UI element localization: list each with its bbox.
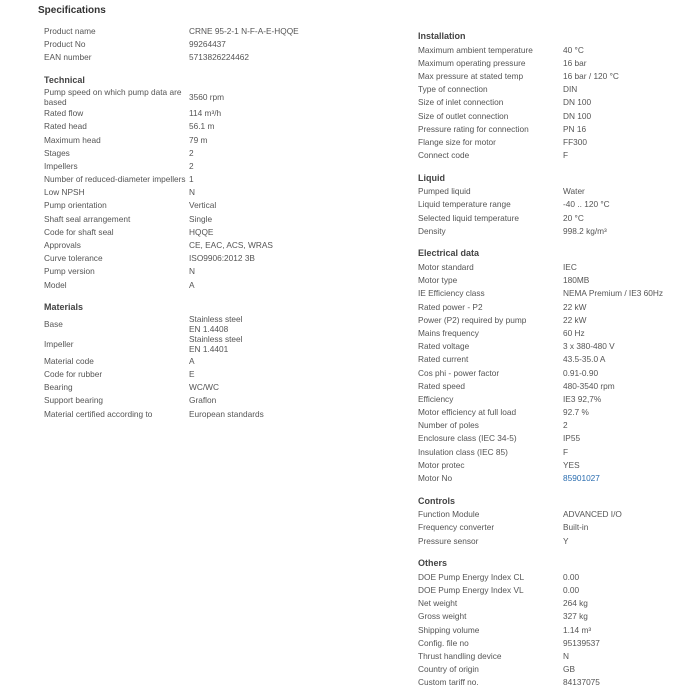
spec-value: 2 [563, 420, 568, 431]
spec-label: Curve tolerance [44, 253, 103, 264]
spec-value: 5713826224462 [189, 51, 249, 62]
spec-value: DN 100 [563, 97, 592, 108]
spec-row-shipping-volume [418, 623, 688, 636]
spec-row-curve-tolerance [44, 252, 374, 265]
spec-row-pressure-rating-for-connection [418, 122, 688, 135]
spec-value: Single [189, 213, 213, 224]
spec-row-maximum-ambient-temperature [418, 43, 688, 56]
spec-label: Pump orientation [44, 200, 107, 211]
spec-row-rated-head [44, 120, 374, 133]
spec-value: 56.1 m [189, 121, 215, 132]
spec-value: F [563, 446, 569, 457]
spec-row-power-p2-required-by-pump [418, 313, 688, 326]
spec-label: Model [44, 279, 67, 290]
spec-row-low-npsh [44, 186, 374, 199]
spec-row-stages [44, 146, 374, 159]
spec-row-motor-standard [418, 260, 688, 273]
spec-label: Max pressure at stated temp [418, 70, 524, 81]
spec-row-type-of-connection [418, 83, 688, 96]
spec-label: Rated voltage [418, 341, 470, 352]
spec-label: Rated power - P2 [418, 301, 483, 312]
spec-value: 79 m [189, 134, 208, 145]
spec-value: Built-in [563, 522, 589, 533]
spec-label: Liquid temperature range [418, 199, 511, 210]
spec-value: IE3 92,7% [563, 393, 602, 404]
spec-row-number-of-reduced-diameter-impellers [44, 173, 374, 186]
spec-row-ie-efficiency-class [418, 287, 688, 300]
right-column [418, 24, 688, 699]
spec-value: 40 °C [563, 44, 584, 55]
spec-value: IEC [563, 262, 577, 273]
spec-row-rated-current [418, 353, 688, 366]
spec-label: Material certified according to [44, 408, 153, 419]
spec-value: ADVANCED I/O [563, 509, 622, 520]
spec-label: IE Efficiency class [418, 288, 485, 299]
spec-label: Custom tariff no. [418, 677, 479, 688]
spec-value: 180MB [563, 275, 590, 286]
spec-label: DOE Pump Energy Index CL [418, 571, 525, 582]
spec-value: YES [563, 459, 580, 470]
spec-row-material-code [44, 354, 374, 367]
spec-label: Number of reduced-diameter impellers [44, 174, 186, 185]
section-technical [44, 74, 374, 292]
spec-label: Low NPSH [44, 187, 85, 198]
spec-label: Function Module [418, 509, 480, 520]
spec-value: Vertical [189, 200, 217, 211]
spec-value: 480-3540 rpm [563, 380, 615, 391]
spec-row-motor-type [418, 274, 688, 287]
section-materials [44, 301, 374, 420]
spec-row-impellers [44, 159, 374, 172]
spec-row-gross-weight [418, 610, 688, 623]
spec-row-number-of-poles [418, 419, 688, 432]
spec-label: Frequency converter [418, 522, 495, 533]
spec-label: Shipping volume [418, 624, 480, 635]
spec-row-liquid-temperature-range [418, 198, 688, 211]
spec-value: PN 16 [563, 123, 587, 134]
spec-label: Insulation class (IEC 85) [418, 446, 508, 457]
spec-value: 114 m³/h [189, 108, 222, 119]
spec-value: 0.91-0.90 [563, 367, 599, 378]
spec-value: F [563, 150, 569, 161]
spec-row-pump-version [44, 265, 374, 278]
spec-value: 99264437 [189, 38, 226, 49]
spec-row-config-file-no [418, 636, 688, 649]
spec-value: 0.00 [563, 571, 580, 582]
spec-value: FF300 [563, 136, 587, 147]
spec-value: 264 kg [563, 598, 588, 609]
spec-value: IP55 [563, 433, 581, 444]
spec-row-function-module [418, 508, 688, 521]
spec-row-insulation-class-iec-85 [418, 445, 688, 458]
spec-row-product-no [44, 37, 374, 50]
spec-row-selected-liquid-temperature [418, 211, 688, 224]
spec-value: 84137075 [563, 677, 600, 688]
spec-value: HQQE [189, 226, 214, 237]
spec-row-connect-code [418, 149, 688, 162]
spec-row-density [418, 224, 688, 237]
spec-value: 3560 rpm [189, 91, 225, 102]
spec-label: Size of inlet connection [418, 97, 504, 108]
spec-value: Stainless steel EN 1.4408 [189, 314, 243, 335]
spec-value: N [189, 187, 195, 198]
spec-label: Bearing [44, 382, 73, 393]
spec-value: N [189, 266, 195, 277]
spec-label: Motor efficiency at full load [418, 407, 517, 418]
spec-value: ISO9906:2012 3B [189, 253, 255, 264]
spec-label: EAN number [44, 51, 92, 62]
spec-value: -40 .. 120 °C [563, 199, 610, 210]
spec-label: Number of poles [418, 420, 479, 431]
spec-value: 16 bar [563, 57, 587, 68]
page-title: Specifications [38, 5, 106, 16]
spec-row-impeller [44, 334, 374, 354]
spec-value: 2 [189, 147, 194, 158]
spec-label: Support bearing [44, 395, 104, 406]
spec-row-doe-pump-energy-index-vl [418, 583, 688, 596]
spec-row-frequency-converter [418, 521, 688, 534]
spec-row-pump-orientation [44, 199, 374, 212]
section-title: Controls [418, 495, 455, 506]
spec-row-pump-speed-on-which-pump-data-are-based [44, 87, 374, 107]
spec-row-material-certified-according-to [44, 407, 374, 420]
spec-row-shaft-seal-arrangement [44, 212, 374, 225]
spec-label: Maximum ambient temperature [418, 44, 533, 55]
spec-value: 998.2 kg/m³ [563, 225, 607, 236]
spec-label: Rated speed [418, 380, 466, 391]
spec-label: Motor protec [418, 459, 465, 470]
spec-value: CE, EAC, ACS, WRAS [189, 240, 273, 251]
section-title: Materials [44, 302, 84, 313]
spec-row-size-of-inlet-connection [418, 96, 688, 109]
spec-row-thrust-handling-device [418, 649, 688, 662]
spec-label: Flange size for motor [418, 136, 496, 147]
spec-value: 22 kW [563, 301, 587, 312]
spec-row-motor-efficiency-at-full-load [418, 406, 688, 419]
spec-row-ean-number [44, 50, 374, 63]
spec-label: Gross weight [418, 611, 467, 622]
spec-value: 1.14 m³ [563, 624, 592, 635]
spec-value: European standards [189, 408, 264, 419]
spec-label: Pressure rating for connection [418, 123, 529, 134]
spec-value: 60 Hz [563, 327, 585, 338]
spec-label: Product name [44, 25, 96, 36]
spec-row-custom-tariff-no [418, 676, 688, 689]
spec-value: NEMA Premium / IE3 60Hz [563, 288, 664, 299]
spec-label: Pumped liquid [418, 186, 471, 197]
spec-label: DOE Pump Energy Index VL [418, 584, 524, 595]
spec-row-approvals [44, 238, 374, 251]
spec-label: Code for shaft seal [44, 226, 114, 237]
spec-row-pressure-sensor [418, 534, 688, 547]
spec-row-efficiency [418, 392, 688, 405]
left-column [44, 24, 374, 430]
spec-label: Motor type [418, 275, 458, 286]
spec-label: Pump speed on which pump data are based [44, 86, 182, 107]
section-title: Technical [44, 74, 85, 85]
spec-value: 43.5-35.0 A [563, 354, 606, 365]
section-title: Electrical data [418, 248, 480, 259]
spec-value: 1 [189, 174, 194, 185]
spec-row-code-for-rubber [44, 367, 374, 380]
spec-row-max-pressure-at-stated-temp [418, 69, 688, 82]
spec-label: Thrust handling device [418, 650, 502, 661]
section-controls [418, 495, 688, 548]
spec-label: Cos phi - power factor [418, 367, 500, 378]
spec-label: Pump version [44, 266, 95, 277]
spec-value: Graflon [189, 395, 217, 406]
spec-row-pumped-liquid [418, 185, 688, 198]
motor-number-link[interactable]: 85901027 [563, 473, 600, 484]
spec-label: Motor No [418, 473, 453, 484]
spec-label: Net weight [418, 598, 458, 609]
section-electrical-data [418, 247, 688, 484]
spec-label: Maximum head [44, 134, 101, 145]
spec-row-mains-frequency [418, 326, 688, 339]
spec-label: Country of origin [418, 664, 479, 675]
spec-label: Stages [44, 147, 70, 158]
spec-label: Motor standard [418, 262, 474, 273]
spec-row-model [44, 278, 374, 291]
section-title: Liquid [418, 172, 445, 183]
spec-value: DIN [563, 84, 578, 95]
spec-row-rated-voltage [418, 340, 688, 353]
spec-label: Approvals [44, 240, 81, 251]
spec-row-enclosure-class-iec-34-5 [418, 432, 688, 445]
spec-row-doe-pump-energy-index-cl [418, 570, 688, 583]
spec-value: Y [563, 535, 569, 546]
spec-value: Stainless steel EN 1.4401 [189, 334, 243, 355]
spec-value: WC/WC [189, 382, 219, 393]
spec-value: 327 kg [563, 611, 588, 622]
spec-value: 16 bar / 120 °C [563, 70, 619, 81]
spec-row-flange-size-for-motor [418, 135, 688, 148]
spec-row-motor-protec [418, 458, 688, 471]
section-installation [418, 30, 688, 162]
spec-row-product-name [44, 24, 374, 37]
spec-label: Pressure sensor [418, 535, 479, 546]
spec-label: Base [44, 319, 63, 330]
spec-row-rated-flow [44, 107, 374, 120]
spec-value: 3 x 380-480 V [563, 341, 615, 352]
spec-label: Impellers [44, 160, 78, 171]
section-others [418, 557, 688, 689]
spec-row-bearing [44, 381, 374, 394]
spec-label: Rated current [418, 354, 469, 365]
spec-label: Connect code [418, 150, 470, 161]
spec-value: 2 [189, 160, 194, 171]
section-general [44, 24, 374, 64]
spec-row-net-weight [418, 597, 688, 610]
spec-value: 20 °C [563, 212, 584, 223]
spec-label: Material code [44, 355, 94, 366]
spec-label: Product No [44, 38, 86, 49]
spec-value: GB [563, 664, 575, 675]
spec-label: Efficiency [418, 393, 454, 404]
spec-row-rated-power-p2 [418, 300, 688, 313]
spec-value: 0.00 [563, 584, 580, 595]
spec-label: Type of connection [418, 84, 488, 95]
section-title: Installation [418, 31, 466, 41]
spec-row-size-of-outlet-connection [418, 109, 688, 122]
spec-row-cos-phi-power-factor [418, 366, 688, 379]
spec-value: Water [563, 186, 585, 197]
spec-value: 92.7 % [563, 407, 589, 418]
spec-label: Rated flow [44, 108, 84, 119]
spec-value: 22 kW [563, 314, 587, 325]
spec-label: Density [418, 225, 446, 236]
spec-value: 95139537 [563, 637, 600, 648]
spec-row-maximum-head [44, 133, 374, 146]
spec-value: N [563, 650, 569, 661]
spec-label: Selected liquid temperature [418, 212, 520, 223]
spec-row-country-of-origin [418, 663, 688, 676]
spec-row-support-bearing [44, 394, 374, 407]
spec-value: A [189, 355, 195, 366]
spec-row-base [44, 314, 374, 334]
spec-label: Enclosure class (IEC 34-5) [418, 433, 517, 444]
spec-value: A [189, 279, 195, 290]
spec-label: Power (P2) required by pump [418, 314, 527, 325]
spec-label: Config. file no [418, 637, 469, 648]
spec-label: Mains frequency [418, 327, 479, 338]
spec-label: Shaft seal arrangement [44, 213, 131, 224]
spec-label: Maximum operating pressure [418, 57, 526, 68]
spec-row-maximum-operating-pressure [418, 56, 688, 69]
spec-value: E [189, 368, 195, 379]
spec-value: DN 100 [563, 110, 592, 121]
spec-row-code-for-shaft-seal [44, 225, 374, 238]
spec-label: Impeller [44, 339, 74, 350]
section-liquid [418, 172, 688, 238]
spec-label: Rated head [44, 121, 87, 132]
spec-row-motor-no [418, 471, 688, 484]
section-title: Others [418, 558, 448, 569]
spec-label: Size of outlet connection [418, 110, 509, 121]
spec-label: Code for rubber [44, 368, 103, 379]
spec-value: CRNE 95-2-1 N-F-A-E-HQQE [189, 25, 299, 36]
spec-row-rated-speed [418, 379, 688, 392]
